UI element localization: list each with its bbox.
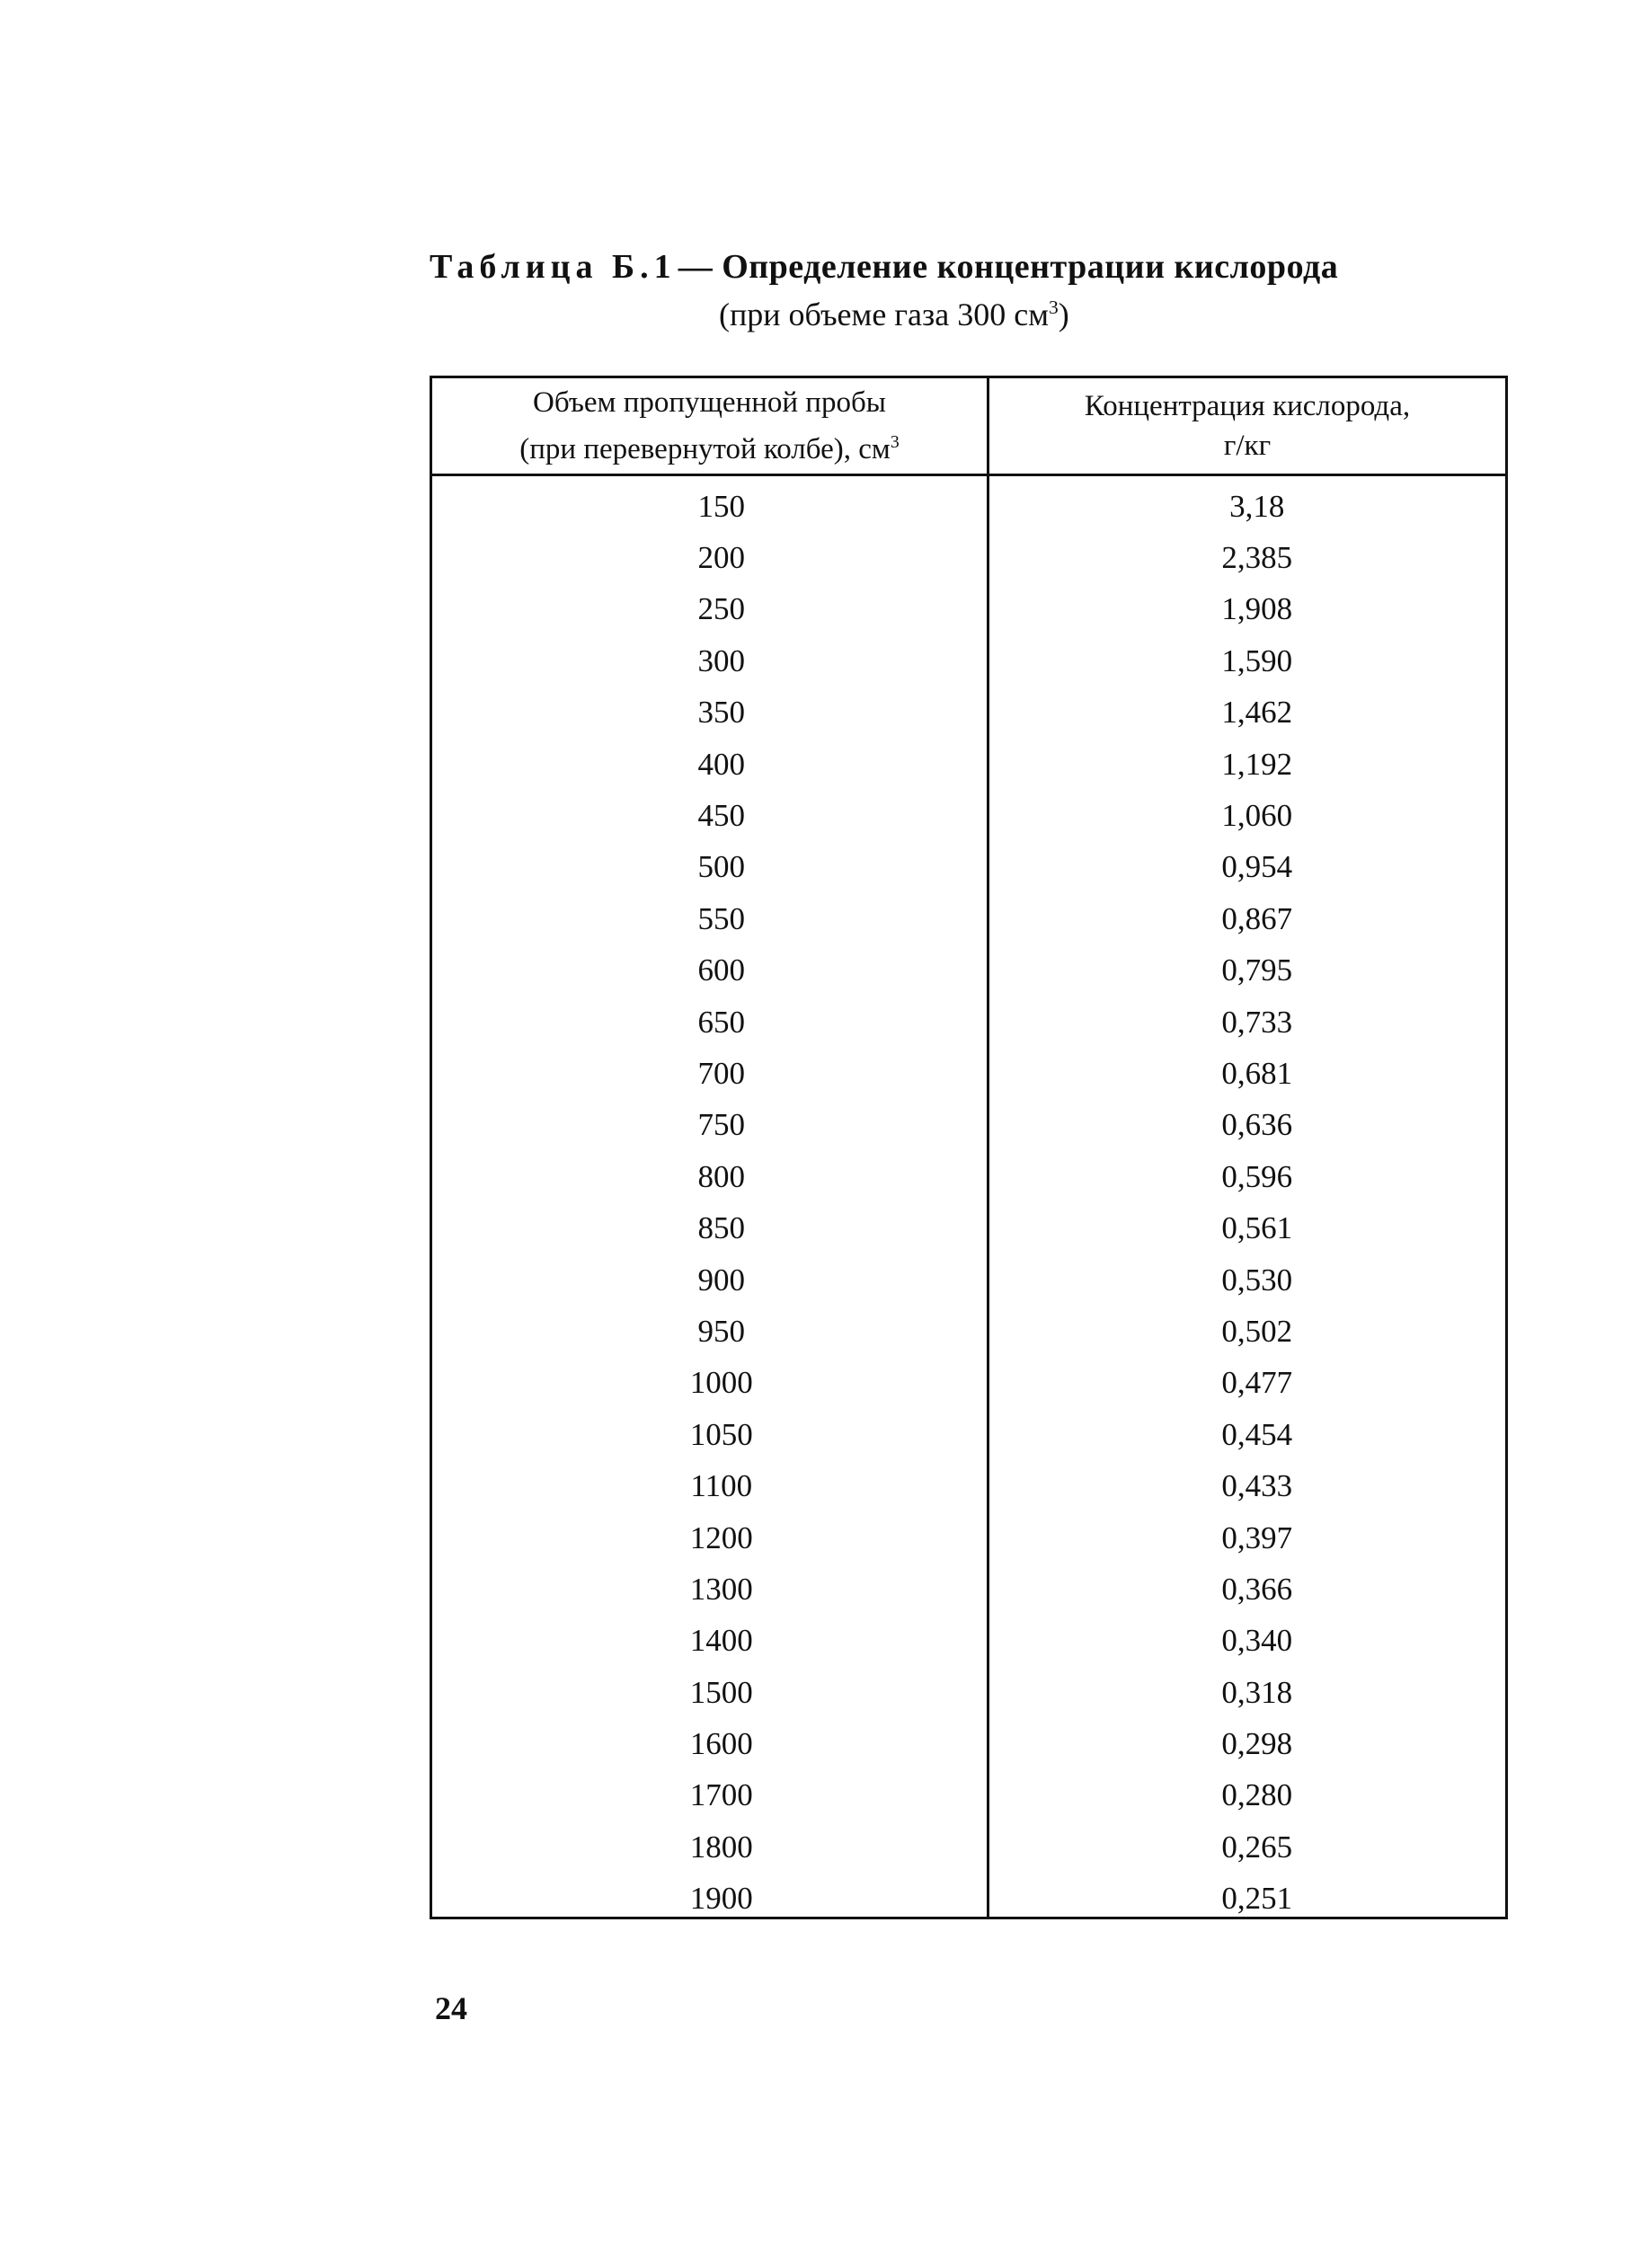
concentration-cell: 0,954 [1221,849,1293,885]
table-row [432,790,1505,841]
table-row [432,1874,1505,1925]
header-concentration [989,378,1505,474]
table-row [432,1667,1505,1718]
volume-cell: 300 [697,642,745,678]
volume-cell: 1500 [689,1674,753,1710]
concentration-cell: 1,462 [1221,695,1293,731]
subtitle-text: (при объеме газа 300 см [719,297,1049,332]
table-row [432,1460,1505,1511]
header-divider [432,474,1505,476]
table-row [432,1306,1505,1357]
table-row [432,1202,1505,1254]
concentration-cell: 0,298 [1221,1726,1293,1762]
concentration-cell: 1,192 [1221,746,1293,782]
header-volume-line1: Объем пропущенной пробы [533,386,886,419]
subtitle-superscript: 3 [1049,297,1059,318]
volume-cell: 750 [697,1107,745,1143]
table-row [432,1409,1505,1460]
table-row [432,1151,1505,1202]
volume-cell: 450 [697,798,745,834]
page-number: 24 [435,1990,467,2026]
concentration-cell: 2,385 [1221,540,1293,576]
table-row [432,739,1505,790]
volume-cell: 800 [697,1158,745,1194]
volume-cell: 550 [697,900,745,936]
concentration-cell: 0,795 [1221,952,1293,988]
table-row [432,1048,1505,1099]
header-volume-line2: (при перевернутой колбе), см [519,433,891,465]
concentration-cell: 0,502 [1221,1313,1293,1349]
concentration-cell: 0,454 [1221,1416,1293,1452]
table-label: Таблица Б.1 [430,248,677,286]
concentration-cell: 1,590 [1221,642,1293,678]
concentration-cell: 1,908 [1221,591,1293,627]
volume-cell: 200 [697,540,745,576]
table-row [432,1770,1505,1821]
table-row [432,481,1505,532]
table-row [432,945,1505,997]
table-caption [430,246,1382,334]
concentration-cell: 0,477 [1221,1365,1293,1401]
concentration-cell: 0,636 [1221,1107,1293,1143]
concentration-cell: 3,18 [1229,488,1285,524]
concentration-cell: 0,318 [1221,1674,1293,1710]
header-volume [432,378,987,474]
concentration-cell: 0,397 [1221,1519,1293,1555]
volume-cell: 150 [697,488,745,524]
table-row [432,1100,1505,1151]
oxygen-concentration-table [430,376,1508,1919]
table-row [432,1821,1505,1873]
table-body [432,481,1505,1925]
volume-cell: 500 [697,849,745,885]
concentration-cell: 0,265 [1221,1829,1293,1865]
concentration-cell: 0,280 [1221,1777,1293,1813]
concentration-cell: 0,561 [1221,1210,1293,1246]
volume-cell: 700 [697,1055,745,1091]
table-row [432,687,1505,739]
table-row [432,1718,1505,1769]
caption-title-line [430,246,1382,288]
volume-cell: 350 [697,695,745,731]
concentration-cell: 0,251 [1221,1881,1293,1917]
header-volume-superscript: 3 [890,432,900,452]
table-row [432,997,1505,1048]
concentration-cell: 0,433 [1221,1468,1293,1504]
concentration-cell: 0,366 [1221,1571,1293,1607]
volume-cell: 950 [697,1313,745,1349]
header-concentration-line2: г/кг [1223,430,1272,462]
volume-cell: 1300 [689,1571,753,1607]
table-row [432,532,1505,583]
volume-cell: 1100 [690,1468,753,1504]
table-title: Определение концентрации кислорода [722,248,1339,286]
table-subtitle [719,288,1382,334]
volume-cell: 1800 [689,1829,753,1865]
table-row [432,842,1505,893]
subtitle-close: ) [1058,297,1069,332]
table-row [432,893,1505,944]
table-row [432,584,1505,635]
concentration-cell: 0,733 [1221,1004,1293,1040]
volume-cell: 600 [697,952,745,988]
table-row [432,1616,1505,1667]
volume-cell: 1400 [689,1623,753,1659]
volume-cell: 1200 [689,1519,753,1555]
volume-cell: 1000 [689,1365,753,1401]
table-row [432,1512,1505,1564]
volume-cell: 250 [697,591,745,627]
table-row [432,1564,1505,1615]
header-concentration-line1: Концентрация кислорода, [1084,390,1411,422]
concentration-cell: 0,596 [1221,1158,1293,1194]
table-row [432,1254,1505,1306]
table-row [432,1358,1505,1409]
concentration-cell: 0,867 [1221,900,1293,936]
concentration-cell: 0,340 [1221,1623,1293,1659]
volume-cell: 400 [697,746,745,782]
volume-cell: 1600 [689,1726,753,1762]
volume-cell: 1700 [689,1777,753,1813]
volume-cell: 650 [697,1004,745,1040]
concentration-cell: 0,530 [1221,1262,1293,1298]
volume-cell: 850 [697,1210,745,1246]
concentration-cell: 0,681 [1221,1055,1293,1091]
concentration-cell: 1,060 [1221,798,1293,834]
volume-cell: 1050 [689,1416,753,1452]
table-row [432,635,1505,687]
volume-cell: 1900 [689,1881,753,1917]
header-volume-line2-wrap [519,422,899,469]
caption-dash: — [678,248,714,286]
volume-cell: 900 [697,1262,745,1298]
